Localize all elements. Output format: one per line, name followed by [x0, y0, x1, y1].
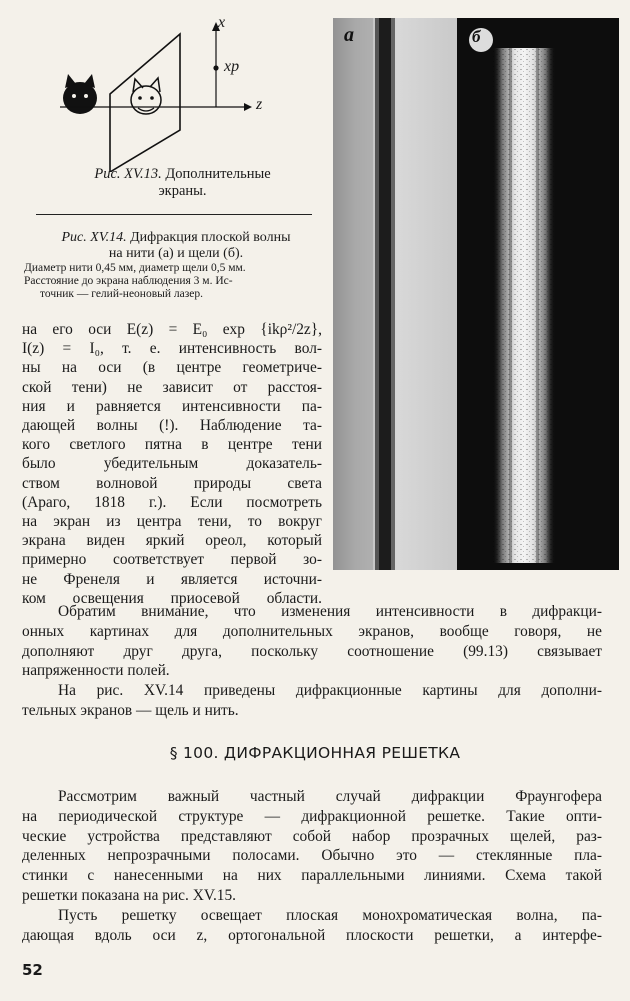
text-line: не Френеля и является источни-	[22, 570, 322, 588]
text-line: решетки показана на рис. XV.15.	[22, 886, 237, 904]
text-line: тельных экранов — щель и нить.	[22, 701, 239, 719]
wire-shadow	[379, 18, 391, 570]
text-line: стинки с нанесенными на них параллельными линиями. Схема такой	[22, 867, 602, 885]
text-line: дополняют друг друга, поскольку соотношение (99.13) связывает	[22, 642, 602, 660]
text-line: Обратим внимание, что изменения интенсивности в дифракци-	[58, 603, 602, 620]
figure-xv13-caption	[40, 166, 325, 200]
text-line: ны на оси (в центре геометриче-	[22, 359, 322, 377]
text-line: ством волновой природы света	[22, 474, 322, 492]
text-line: на его оси E(z) = E₀ exp {ikρ²/2z},	[22, 321, 322, 338]
text-line: было убедительным доказатель-	[22, 455, 322, 473]
caption-prefix: Рис.	[61, 230, 87, 245]
note-line: точник — гелий-неоновый лазер.	[40, 288, 204, 300]
paragraph	[22, 787, 602, 906]
paragraph	[22, 681, 602, 721]
page-number: 52	[22, 961, 43, 979]
caption-number: XV.14.	[90, 230, 127, 245]
figure-xv14-photo	[333, 18, 619, 570]
photo-panel-b	[457, 18, 619, 570]
text-line: напряженности полей.	[22, 662, 170, 680]
cat-cutout	[131, 78, 161, 114]
figure-xv14-note	[24, 262, 324, 301]
point-xp	[213, 65, 218, 70]
caption-text: экраны.	[158, 183, 207, 199]
text-line: ской тени) не зависит от расстоя-	[22, 378, 322, 396]
text-line: онных картинах для дополнительных экранов, вообще говоря, не	[22, 622, 602, 640]
text-line: дающей волны (!). Наблюдение та-	[22, 417, 322, 435]
caption-number: XV.13.	[124, 166, 162, 182]
text-line: на экран из центра тени, то вокруг	[22, 513, 322, 531]
text-line: Пусть решетку освещает плоская монохроматическая волна, па-	[58, 907, 602, 924]
text-line: ния и равняется интенсивности па-	[22, 397, 322, 415]
caption-text: Дифракция плоской волны	[130, 230, 291, 245]
cat-silhouette-left	[63, 74, 97, 114]
text-line: кого светлого пятна в центре тени	[22, 436, 322, 454]
caption-prefix: Рис.	[94, 166, 121, 182]
text-line: I(z) = I₀, т. е. интенсивность вол-	[22, 340, 322, 358]
axis-z-label: z	[256, 96, 263, 113]
text-line: примерно соответствует первой зо-	[22, 551, 322, 569]
paragraph	[22, 906, 602, 946]
figure-xv13-diagram	[40, 12, 320, 172]
text-line: На рис. XV.14 приведены дифракционные картины для дополни-	[58, 682, 602, 699]
text-line: ком освещения приосевой области.	[22, 589, 322, 607]
panel-b-label: б	[472, 27, 481, 46]
panel-a-label: а	[344, 24, 354, 46]
paragraph	[22, 602, 602, 681]
caption-text: на нити (а) и щели (б).	[108, 246, 244, 261]
note-line: Расстояние до экрана наблюдения 3 м. Ис-	[24, 275, 233, 287]
text-line: (Араго, 1818 г.). Если посмотреть	[22, 493, 322, 511]
screen-plane	[110, 34, 180, 172]
text-line: экрана виден яркий ореол, который	[22, 532, 322, 550]
point-xp-label: xp	[224, 58, 240, 75]
photo-panel-a	[333, 18, 457, 570]
column-text	[22, 320, 322, 608]
text-line: дающая вдоль оси z, ортогональной плоскости решетки, а интерфе-	[22, 926, 602, 944]
text-line: Рассмотрим важный частный случай дифракции Фраунгофера	[58, 788, 602, 805]
text-line: на периодической структуре — дифракционной решетке. Такие опти-	[22, 807, 602, 825]
axis-x-label: x	[218, 14, 226, 31]
caption-text: Дополнительные	[165, 166, 271, 182]
section-heading: § 100. ДИФРАКЦИОННАЯ РЕШЕТКА	[169, 744, 461, 762]
note-line: Диаметр нити 0,45 мм, диаметр щели 0,5 мм.	[24, 262, 246, 274]
text-line: деленных непрозрачными полосами. Обычно это — стеклянные пла-	[22, 847, 602, 865]
figure-xv14-caption	[26, 230, 326, 262]
caption-divider	[36, 214, 312, 215]
text-line: ческие устройства представляют собой набор прозрачных щелей, раз-	[22, 827, 602, 845]
